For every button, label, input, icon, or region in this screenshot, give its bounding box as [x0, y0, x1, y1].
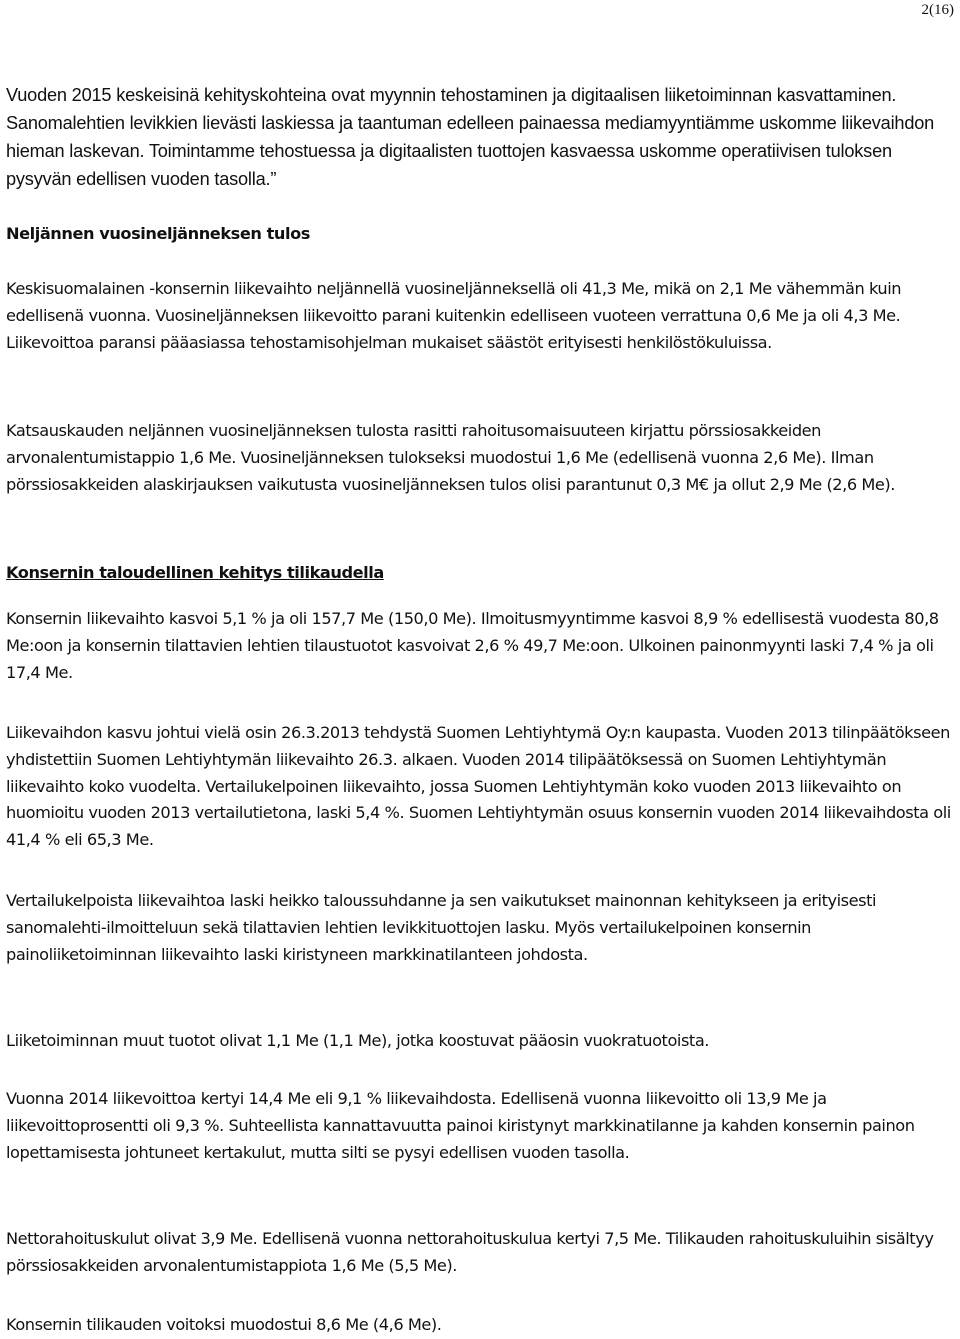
fy-paragraph-6: Nettorahoituskulut olivat 3,9 Me. Edellisenä vuonna nettorahoituskulua kertyi 7,5 Me. Tilikauden rahoituskuluihin sisältyy pörssiosakkeiden arvonalentumistappiota 1,6 Me (5,5 Me).	[6, 1229, 934, 1275]
q4-paragraph-1: Keskisuomalainen -konsernin liikevaihto neljännellä vuosineljänneksellä oli 41,3 Me, mikä on 2,1 Me vähemmän kuin edellisenä vuonna. Vuosineljänneksen liikevoitto parani kuitenkin edelliseen vuoteen verrattuna 0,6 Me ja oli 4,3 Me. Liikevoittoa paransi pääasiassa tehostamisohjelman mukaiset säästöt erityisesti henkilöstökuluissa.	[6, 279, 902, 352]
lead-paragraph: Vuoden 2015 keskeisinä kehityskohteina ovat myynnin tehostaminen ja digitaalisen liiketoiminnan kasvattaminen. Sanomalehtien levikkien lievästi laskiessa ja taantuman edelleen painaessa mediamyyntiämme uskomme liikevaihdon hieman laskevan. Toimintamme tehostuessa ja digitaalisten tuottojen kasvaessa uskomme operatiivisen tuloksen pysyvän edellisen vuoden tasolla.”	[6, 85, 935, 189]
fy-paragraph-3: Vertailukelpoista liikevaihtoa laski heikko taloussuhdanne ja sen vaikutukset mainonnan kehitykseen ja erityisesti sanomalehti-ilmoitteluun sekä tilattavien lehtien levikkituottojen lasku. Myös vertailukelpoinen konsernin painoliiketoiminnan liikevaihto laski kiristyneen markkinatilanteen johdosta.	[6, 891, 877, 964]
fy-paragraph-5: Vuonna 2014 liikevoittoa kertyi 14,4 Me eli 9,1 % liikevaihdosta. Edellisenä vuonna liikevoitto oli 13,9 Me ja liikevoittoprosentti oli 9,3 %. Suhteellista kannattavuutta painoi kiristynyt markkinatilanne ja kahden konsernin painon lopettamisesta johtuneet kertakulut, mutta silti se pysyi edellisen vuoden tasolla.	[6, 1089, 915, 1162]
fy-paragraph-4: Liiketoiminnan muut tuotot olivat 1,1 Me (1,1 Me), jotka koostuvat pääosin vuokratuotoista.	[6, 1031, 709, 1050]
section-heading-q4: Neljännen vuosineljänneksen tulos	[6, 224, 310, 243]
fy-paragraph-7: Konsernin tilikauden voitoksi muodostui 8,6 Me (4,6 Me).	[6, 1315, 442, 1334]
page-number: 2(16)	[921, 2, 954, 18]
q4-paragraph-2: Katsauskauden neljännen vuosineljänneksen tulosta rasitti rahoitusomaisuuteen kirjattu pörssiosakkeiden arvonalentumistappio 1,6 Me. Vuosineljänneksen tulokseksi muodostui 1,6 Me (edellisenä vuonna 2,6 Me). Ilman pörssiosakkeiden alaskirjauksen vaikutusta vuosineljänneksen tulos olisi parantunut 0,3 M€ ja ollut 2,9 Me (2,6 Me).	[6, 421, 895, 494]
fy-paragraph-1: Konsernin liikevaihto kasvoi 5,1 % ja oli 157,7 Me (150,0 Me). Ilmoitusmyyntimme kasvoi 8,9 % edellisestä vuodesta 80,8 Me:oon ja konsernin tilattavien lehtien tilaustuotot kasvoivat 2,6 % 49,7 Me:oon. Ulkoinen painonmyynti laski 7,4 % ja oli 17,4 Me.	[6, 609, 939, 682]
section-heading-fy: Konsernin taloudellinen kehitys tilikaudella	[6, 563, 384, 582]
fy-paragraph-2: Liikevaihdon kasvu johtui vielä osin 26.3.2013 tehdystä Suomen Lehtiyhtymä Oy:n kaupasta. Vuoden 2013 tilinpäätökseen yhdistettiin Suomen Lehtiyhtymän liikevaihto 26.3. alkaen. Vuoden 2014 tilipäätöksessä on Suomen Lehtiyhtymän liikevaihto koko vuodelta. Vertailukelpoinen liikevaihto, jossa Suomen Lehtiyhtymän koko vuoden 2013 liikevaihto on huomioitu vuoden 2013 vertailutietona, laski 5,4 %. Suomen Lehtiyhtymän osuus konsernin vuoden 2014 liikevaihdosta oli 41,4 % eli 65,3 Me.	[6, 723, 951, 850]
